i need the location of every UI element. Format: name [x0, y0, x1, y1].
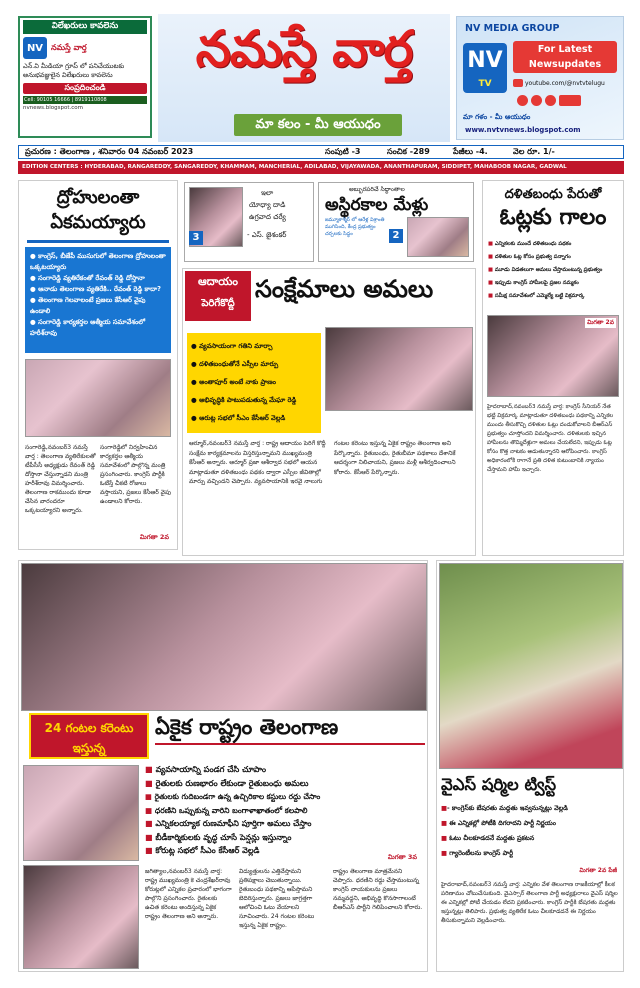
quote-box — [184, 182, 314, 262]
bullet-icon: ● — [191, 414, 200, 422]
story-left-credit: మిగతా 2వ — [139, 533, 169, 541]
telangana-col1: జగిత్యాల,నవంబర్3 నమస్తే వార్త: రాష్ట్ర ముఖ్యమంత్రి కె చంద్రశేఖర్‌రావు కోరుట్లలో ఎన్నికల ప్రచారంలో భాగంగా పాల్గొని ప్రసంగించారు. రైతులకు ఉచిత కరెంటు అందిస్తున్న ఏకైక రాష్ట్రం తెలంగాణ అని అన్నారు. — [145, 868, 232, 920]
telangana-title-underline — [155, 743, 425, 745]
telangana-main-photo — [21, 563, 427, 711]
ad-phone: Cell: 90105 16666 | 8919110808 — [23, 96, 147, 104]
newspaper-tagline: మా కలం - మీ ఆయుధం — [234, 114, 402, 136]
list-item: ■ బీడీకార్మికులకు వృద్ధ చూసే పెన్షన్లు ఇస్తున్నాం — [145, 832, 292, 842]
ad-latest-badge — [513, 41, 617, 73]
ad-description: ఎన్.వి మీడియా గ్రూప్ లో పనిచేయుటకు అనుభవజ్ఞులైన విలేఖరులు కావలెను — [23, 62, 125, 79]
bullet-icon: ● — [30, 274, 39, 282]
story-left — [18, 180, 178, 550]
list-item: ■ రైతులకు గుదిబండగా ఉన్న ఉచ్చిరికాల కస్టులు రద్దు చేసాం — [145, 792, 321, 801]
story-left-headline — [27, 187, 169, 243]
bullet-icon: ● — [191, 396, 200, 404]
sharmila-title: వైఎస్ షర్మిల ట్విస్ట్ — [441, 775, 557, 794]
bullet-icon: ■ — [145, 777, 156, 788]
sharmila-bullets — [441, 801, 621, 865]
quote-page-number: 3 — [189, 231, 203, 245]
dateline-bar — [18, 145, 624, 159]
list-item: ■ రైతులకు రుణభారం లేకుండా రైతుబంధు అమలు — [145, 777, 309, 788]
welfare-bullets — [187, 333, 321, 433]
list-item: ● అంతాపూర్ అంటే నాకు ప్రాణం — [191, 378, 277, 386]
welfare-kicker1: ఆదాయం — [198, 275, 238, 288]
list-item: ■ సమీక్ష సమావేశంలో ఎమ్మెల్యే బట్టి విక్రమార్క — [488, 293, 585, 299]
telangana-bullets — [145, 763, 427, 858]
share-icon — [545, 95, 556, 106]
dalit-text: హైదరాబాద్,నవంబర్3 నమస్తే వార్త: కాంగ్రెస్ సీనియర్ నేత భట్టి విక్రమార్క మాట్లాడుతూ దళితబంధు పథకాన్ని ఎన్నికల ముందు తీసుకొచ్చి దళితుల ఓట్లు దండుకోవాలని బీఆర్ఎస్ ప్రభుత్వం చూస్తోందని విమర్శించారు. దళితులకు ఇచ్చిన హామీలను తొమ్మిదేళ్లుగా అమలు చేయలేదని, ఇప్పుడు ఓట్ల కోసం కొత్త నాటకం ఆడుతున్నారని ఆరోపించారు. కాంగ్రెస్ అధికారంలోకి రాగానే ప్రతి దళిత కుటుంబానికి న్యాయం చేస్తామని హామీ ఇచ్చారు. — [487, 404, 614, 473]
bullet-icon: ■ — [488, 293, 495, 299]
telangana-photo-2 — [23, 765, 139, 861]
social-icons — [517, 95, 581, 106]
bullet-icon: ■ — [488, 267, 495, 273]
list-item: ■ ఓటు చీలకూడదనే మద్దతు ప్రకటన — [441, 834, 535, 842]
masthead-right-ad — [456, 16, 624, 140]
ad-contact-label: సంప్రదించండి — [23, 83, 147, 94]
bullet-icon: ● — [191, 378, 200, 386]
list-item: ■ కోరుట్ల సభలో సీఎం కేసీఆర్ వెల్లడి — [145, 846, 260, 855]
bullet-icon: ■ — [145, 846, 156, 855]
ad-headline1: For Latest — [537, 44, 593, 55]
nv-logo-icon: NV — [23, 37, 47, 59]
story-left-col2: సంగారెడ్డిలో నిర్వహించిన కార్యకర్తల ఆత్మీయ సమావేశంలో పాల్గొన్న మంత్రి ప్రసంగించారు. కాంగ్రెస్ పార్టీకి ఓటేస్తే చీకటి రోజులు వస్తాయని, ప్రజలు కేసీఆర్ వైపు ఉండాలని కోరారు. — [100, 444, 171, 505]
nv-tv-logo-icon — [463, 43, 507, 93]
list-item: ■ గ్యారెంటీలను కాంగ్రెస్ పార్టీ — [441, 849, 514, 857]
welfare-text: ఆర్మూర్,నవంబర్3 నమస్తే వార్త : రాష్ట్ర ఆదాయం పెరిగే కొద్దీ సంక్షేమ కార్యక్రమాలను విస్తరిస్తున్నామని ముఖ్యమంత్రి కేసీఆర్ అన్నారు. ఆర్మూర్ ప్రజా ఆశీర్వాద సభలో ఆయన మాట్లాడుతూ దళితబంధు పథకం ద్వారా ఎస్సీల జీవితాల్లో మార్పు వచ్చిందని చెప్పారు. వ్యవసాయానికి ఇరవై నాలుగు గంటల కరెంటు ఇస్తున్న ఏకైక రాష్ట్రం తెలంగాణ అని పేర్కొన్నారు. రైతుబంధు, రైతుబీమా పథకాలు దేశానికే ఆదర్శంగా నిలిచాయని, ప్రజలు మళ్లీ ఆశీర్వదించాలని కోరారు. కేసీఆర్ పేర్కొన్నారు. — [189, 440, 456, 485]
welfare-photo — [325, 327, 473, 411]
bullet-icon: ■ — [145, 764, 156, 774]
list-item: ■ ఇప్పుడు కాంగ్రెస్ హామీలపై ప్రజల నమ్మకం — [488, 280, 579, 286]
promise-title: అస్థిరకాల మేళ్లు — [325, 195, 429, 215]
nv-logo-text: NV — [467, 48, 503, 73]
list-item: ● దళితబంధుతోనే ఎస్సీల మార్పు — [191, 360, 279, 368]
bullet-icon: ● — [191, 360, 200, 368]
ad-recruit-heading: విలేఖరులు కావలెను — [23, 20, 147, 34]
telangana-col3: రాష్ట్రం తెలంగాణ మాత్రమేనని చెప్పారు. ధరణిని రద్దు చేస్తామంటున్న కాంగ్రెస్ నాయకులను ప్రజలు నమ్మవద్దని, అభివృద్ధి కొనసాగాలంటే బీఆర్ఎస్ పార్టీని గెలిపించాలని కోరారు. — [333, 868, 423, 911]
ad-brand-small: నమస్తే వార్త — [51, 42, 87, 52]
sharmila-text: హైదరాబాద్,నవంబర్3 నమస్తే వార్త: ఎన్నికల వేళ తెలంగాణ రాజకీయాల్లో కీలక పరిణామం చోటుచేసుకుంది. వైఎస్సార్ తెలంగాణ పార్టీ అధ్యక్షురాలు వైఎస్ షర్మిల ఈ ఎన్నికల్లో పోటీ చేయడం లేదని ప్రకటించారు. కాంగ్రెస్ పార్టీకి బేషరతు మద్దతు ఇస్తున్నట్లు తెలిపారు. ప్రభుత్వ వ్యతిరేక ఓటు చీలకూడదనే ఈ నిర్ణయం తీసుకున్నామని వెల్లడించారు. — [441, 882, 618, 924]
list-item: ● తెలంగాణ గెలవాలంటే ప్రజలు కేసీఆర్ వైపు ఉండాలి — [30, 296, 146, 315]
dalit-bullets — [486, 235, 620, 311]
ad-url: nvnews.blogspot.com — [23, 105, 83, 111]
bullet-icon: ■ — [441, 834, 450, 842]
story-left-bullets — [25, 247, 171, 353]
edition-centers: EDITION CENTERS : HYDERABAD, RANGAREDDY, SANGAREDDY, KHAMMAM, MANCHERIAL, ADILABAD, VIJAYAWADA, ANANTHAPURAM, SIDDIPET, MAHABOOB NAGAR, GADWAL — [18, 161, 624, 174]
youtube-url: youtube.com/@nvtvtelugu — [525, 79, 605, 87]
bullet-icon: ● — [30, 296, 39, 304]
masthead-left-ad — [18, 16, 152, 138]
bullet-icon: ■ — [441, 849, 450, 857]
promise-desc: జమ్మూకాశ్మీర్‌ లో ఆరేళ్ల విశ్రాంతి ముగిసింది, కేంద్ర ప్రభుత్వం చర్చలకు సిద్ధం — [325, 217, 385, 237]
quote-line1: ఇలా — [261, 189, 274, 197]
bell-icon — [531, 95, 542, 106]
bullet-icon: ■ — [145, 805, 155, 815]
list-item: ■- కాంగ్రెస్‌కు బేషరతు మద్దతు ఇవ్వనున్నట్లు వెల్లడి — [441, 804, 568, 812]
promise-page-number: 2 — [389, 229, 403, 243]
dateline-volume: సంపుటి -3 — [325, 146, 361, 156]
telangana-credit: మిగతా 3వ — [387, 853, 417, 861]
bullet-icon: ■ — [488, 280, 495, 286]
quote-author: - ఎస్. జైశంకర్ — [247, 231, 287, 239]
quote-line2: యోధ్యా దాడి — [249, 201, 286, 209]
list-item: ● అభివృద్ధికి పాటుపడుతున్న మేఘా రెడ్డి — [191, 396, 297, 404]
ad-site-url: www.nvtvnews.blogspot.com — [465, 126, 581, 134]
story-telangana — [18, 560, 428, 972]
list-item: ■ ధరణిని ఒప్పుకున్న వారిని బంగాళాఖాతంలో కలపాలి — [145, 805, 308, 815]
tv-logo-text: TV — [478, 79, 492, 89]
story-dalit — [482, 180, 624, 556]
list-item: ● ఆరుట్ల సభలో సీఎం కేసీఆర్ వెల్లడి — [191, 414, 286, 422]
bullet-icon: ■ — [145, 792, 155, 801]
bullet-icon: ■ — [441, 819, 450, 827]
telangana-title: ఏకైక రాష్ట్రం తెలంగాణ — [155, 715, 339, 739]
bullet-icon: ● — [30, 318, 39, 326]
promise-pre: అబ్బురపరిచే సిద్ధాంతాల — [349, 186, 405, 193]
list-item: ● సంగారెడ్డి వ్యతిరేకంతో రేవంత్ రెడ్డి దోస్తానా — [30, 274, 145, 282]
welfare-kicker — [185, 271, 251, 321]
dalit-photo — [487, 315, 619, 397]
list-item: ■ వ్యవసాయాన్ని పండగ చేసి చూపాం — [145, 764, 267, 774]
ad-slogan: మా గళం - మీ ఆయుధం — [463, 113, 531, 121]
sharmila-photo — [439, 563, 623, 769]
ad-headline2: Newsupdates — [528, 59, 602, 70]
list-item: ■ ఈ ఎన్నికల్లో పోటీకి దిగరాదని పార్టీ నిర్ణయం — [441, 819, 556, 827]
list-item: ● కాంగ్రెస్, బీజేపీ ముసుగులో తెలంగాణ ద్రోహులంతా ఒక్కటయ్యారు — [30, 252, 166, 271]
sharmila-credit: మిగతా 2వ పేజీ — [579, 867, 617, 874]
telangana-col2: విద్యుత్తులను ఎత్తివేస్తామని ప్రతిపక్షాలు చెబుతున్నాయి. రైతుబంధు పథకాన్ని ఆపేస్తామని బెదిరిస్తున్నారు. ప్రజలు జాగ్రత్తగా ఆలోచించి ఓటు వేయాలని సూచించారు. 24 గంటల కరెంటు ఇస్తున్న ఏకైక రాష్ట్రం. — [239, 868, 315, 929]
newspaper-title: నమస్తే వార్త — [195, 20, 413, 78]
like-icon — [517, 95, 528, 106]
bullet-icon: ■ — [145, 819, 156, 828]
welfare-kicker2: పెరిగేకొద్దీ — [201, 298, 235, 309]
story-welfare — [182, 268, 476, 556]
bullet-icon: ■ — [441, 804, 448, 812]
dalit-title2: ఓట్లకు గాలం — [499, 205, 607, 230]
telangana-photo-3 — [23, 865, 139, 969]
story-left-title1: ద్రోహులంతా — [56, 187, 140, 208]
ad-group-name: NV MEDIA GROUP — [465, 23, 560, 34]
dalit-badge: మిగతా 2వ — [587, 319, 614, 326]
welfare-title: సంక్షేమాలు అమలు — [255, 275, 434, 303]
list-item: ■ ఎన్నికలయ్యాక రుణమాఫీని పూర్తిగా అమలు చేస్తాం — [145, 819, 312, 828]
story-left-photo — [25, 359, 171, 437]
list-item: ■ దళితుల ఓట్ల కోసం ప్రభుత్వ పన్నాగం — [488, 254, 571, 260]
youtube-icon — [513, 79, 523, 87]
story-left-col1: సంగారెడ్డి,నవంబర్3 నమస్తే వార్త : తెలంగాణ వ్యతిరేకులతో టీపీసీసీ అధ్యక్షుడు రేవంత్ రెడ్డి దోస్తానా చేస్తున్నాడని మంత్రి హరీశ్‌రావు విమర్శించారు. తెలంగాణ రాకముందు కూడా చేసిన వారందరూ ఒక్కటయ్యారని అన్నారు. — [25, 444, 96, 514]
promise-box — [318, 182, 474, 262]
bullet-icon: ● — [30, 285, 39, 293]
bullet-icon: ● — [30, 252, 39, 260]
subscribe-icon — [559, 95, 581, 106]
telangana-sidebar-banner: 24 గంటల కరెంటు ఇస్తున్న — [29, 713, 149, 759]
dateline-place: ప్రచురణ : తెలంగాణ , శనివారం 04 నవంబర్ 2023 — [25, 146, 194, 156]
list-item: ■ ఎన్నికలకు ముందే దళితబంధు పథకం — [488, 241, 572, 247]
masthead-title-block — [158, 14, 450, 142]
dalit-title1: దళితబంధు పేరుతో — [504, 187, 602, 202]
list-item: ● వ్యవసాయంగా గతిని మార్చా — [191, 342, 273, 350]
story-left-title2: ఏకమయ్యారు — [50, 212, 146, 233]
bullet-icon: ● — [191, 342, 200, 350]
promise-photo — [407, 217, 469, 257]
story-sharmila — [436, 560, 624, 972]
bullet-icon: ■ — [488, 241, 495, 247]
quote-line3: ఉగ్రవాద చర్యే — [249, 213, 286, 221]
bullet-icon: ■ — [145, 832, 156, 842]
list-item: ● ఆనాడు తెలంగాణ వ్యతిరేకి.. రేవంత్ రెడ్డి కాదా? — [30, 285, 161, 293]
dateline-pages: పేజీలు -4. — [453, 146, 488, 156]
list-item: ■ మూడు విడతలుగా అమలు చేస్తామంటున్న ప్రభుత్వం — [488, 267, 603, 273]
bullet-icon: ■ — [488, 254, 495, 260]
dateline-price: వెల రూ. 1/- — [513, 146, 555, 156]
dateline-issue: సంచిక -289 — [387, 146, 430, 156]
youtube-link[interactable] — [513, 77, 619, 89]
list-item: ● సంగారెడ్డి కార్యకర్తల ఆత్మీయ సమావేశంలో హరీశ్‌రావు — [30, 318, 146, 337]
